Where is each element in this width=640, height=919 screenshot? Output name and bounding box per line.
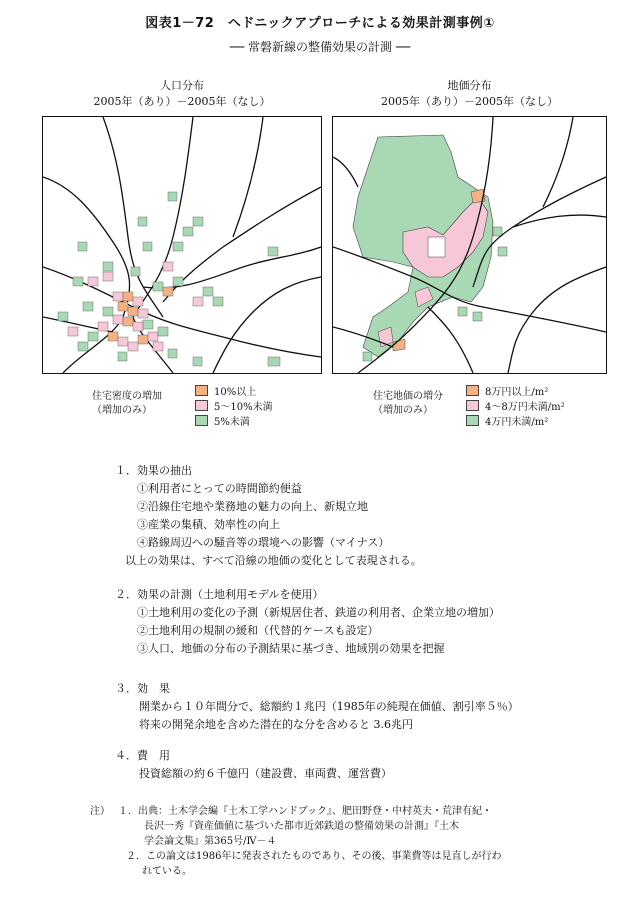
section-item: 開業から１０年間分で、総額約１兆円（1985年の純現在価値、割引率５％） xyxy=(139,700,519,713)
right-legend-swatch-high xyxy=(466,385,479,396)
right-legend-label: 4万円未満/m² xyxy=(485,417,549,428)
section-items xyxy=(115,698,620,734)
section-effects-measurement xyxy=(115,586,620,658)
note-line: ２．この論文は1986年に発表されたものであり、その後、事業費等は見直しが行わ xyxy=(126,851,502,862)
left-map-subheading: 2005年（あり）－2005年（なし） xyxy=(93,95,271,108)
population-map-graphic xyxy=(43,117,321,373)
section-heading: ２．効果の計測（土地利用モデルを使用） xyxy=(115,588,324,601)
section-effects xyxy=(115,680,620,734)
section-heading: ３．効 果 xyxy=(115,682,170,695)
section-items xyxy=(115,765,620,783)
section-summary: 以上の効果は、すべて沿線の地価の変化として表現される。 xyxy=(125,554,422,567)
section-heading: １．効果の抽出 xyxy=(115,464,192,477)
land-price-distribution-map xyxy=(332,116,607,374)
section-item: 将来の開発余地を含めた潜在的な分を含めると 3.6兆円 xyxy=(139,718,413,731)
left-legend-title xyxy=(92,390,162,418)
left-legend-swatch-mid xyxy=(195,400,208,411)
right-legend xyxy=(466,383,565,428)
left-legend-item xyxy=(195,413,273,428)
left-map-heading-block xyxy=(42,78,322,110)
right-legend-swatch-low xyxy=(466,415,479,426)
left-legend-title-line2: （増加のみ） xyxy=(92,405,152,416)
left-legend-label: 5～10%未満 xyxy=(214,402,273,413)
section-items xyxy=(115,480,615,552)
right-map-heading-block xyxy=(332,78,607,110)
section-item: ①利用者にとっての時間節約便益 xyxy=(137,482,302,495)
left-legend xyxy=(195,383,273,428)
section-item: ②土地利用の規制の緩和（代替的ケースも設定） xyxy=(137,624,379,637)
section-item: ②沿線住宅地や業務地の魅力の向上、新規立地 xyxy=(137,500,368,513)
note-line: 長沢一秀『資産価値に基づいた都市近郊鉄道の整備効果の計測』『土木 xyxy=(144,821,459,832)
right-legend-item xyxy=(466,398,565,413)
left-legend-label: 5%未満 xyxy=(214,417,250,428)
right-legend-swatch-mid xyxy=(466,400,479,411)
left-map-heading: 人口分布 xyxy=(160,79,204,92)
section-heading: ４．費 用 xyxy=(115,749,170,762)
section-costs xyxy=(115,747,620,783)
figure-title: 図表1－72 ヘドニックアプローチによる効果計測事例① xyxy=(145,16,495,31)
right-map-heading: 地価分布 xyxy=(447,79,492,92)
left-legend-label: 10%以上 xyxy=(214,387,257,398)
right-legend-title-line2: （増加のみ） xyxy=(373,405,433,416)
section-item: ③産業の集積、効率性の向上 xyxy=(137,518,280,531)
figure-subtitle: ── 常磐新線の整備効果の計測 ── xyxy=(229,40,411,54)
section-item: ④路線周辺への騒音等の環境への影響（マイナス） xyxy=(137,536,390,549)
left-legend-swatch-high xyxy=(195,385,208,396)
population-distribution-map xyxy=(42,116,322,374)
right-map-subheading: 2005年（あり）－2005年（なし） xyxy=(381,95,558,108)
right-legend-item xyxy=(466,383,565,398)
notes xyxy=(118,804,618,879)
left-legend-item xyxy=(195,398,273,413)
note-line: れている。 xyxy=(142,866,192,877)
left-legend-item xyxy=(195,383,273,398)
section-items xyxy=(115,604,620,658)
note-line: １．出典：土木学会編『土木工学ハンドブック』、肥田野登・中村英夫・荒津有紀・ xyxy=(118,806,492,817)
land-price-map-graphic xyxy=(333,117,606,373)
section-effects-extraction xyxy=(115,462,615,570)
right-legend-label: 8万円以上/m² xyxy=(485,387,549,398)
right-legend-label: 4～8万円未満/m² xyxy=(485,402,565,413)
section-item: ①土地利用の変化の予測（新規居住者、鉄道の利用者、企業立地の増加） xyxy=(137,606,500,619)
section-item: ③人口、地価の分布の予測結果に基づき、地域別の効果を把握 xyxy=(137,642,445,655)
section-item: 投資総額の約６千億円（建設費、車両費、運営費） xyxy=(139,767,392,780)
right-legend-item xyxy=(466,413,565,428)
right-legend-title xyxy=(373,390,443,418)
note-line: 学会論文集』第365号/Ⅳ－４ xyxy=(144,836,277,847)
left-legend-title-line1: 住宅密度の増加 xyxy=(92,391,162,402)
right-legend-title-line1: 住宅地価の増分 xyxy=(373,391,443,402)
notes-label: 注） xyxy=(90,806,110,817)
left-legend-swatch-low xyxy=(195,415,208,426)
